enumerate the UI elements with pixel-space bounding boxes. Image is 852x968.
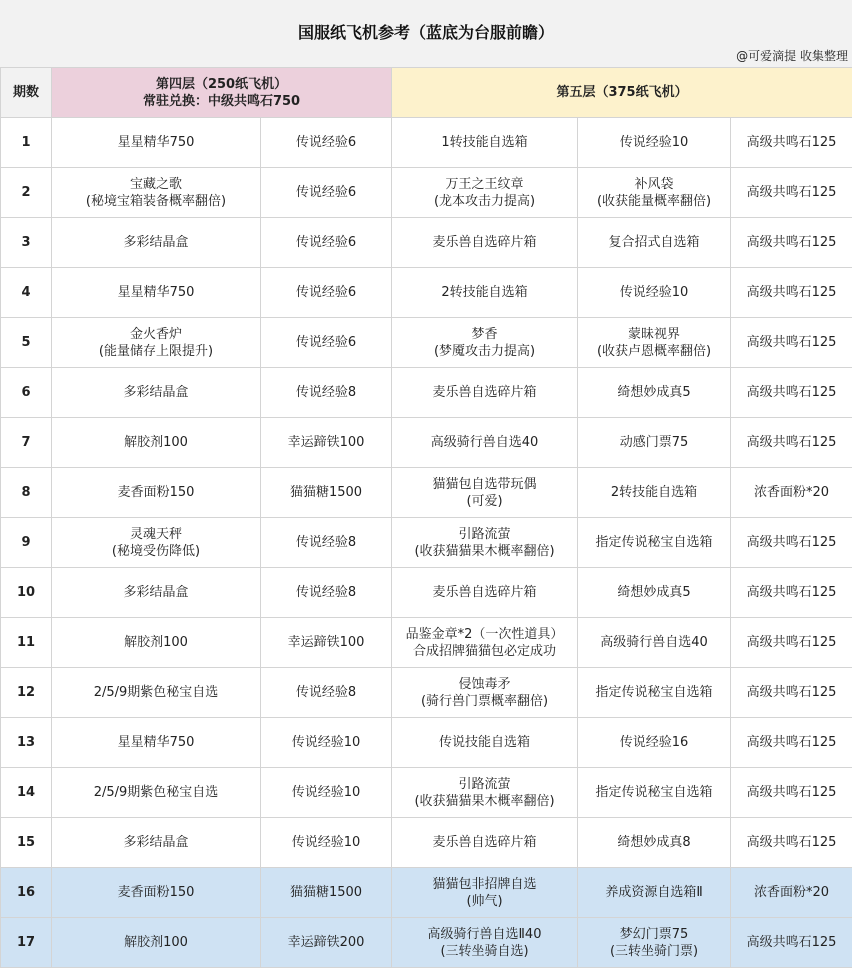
layer4-reward-a-line: (秘境宝箱装备概率翻倍) [85,193,227,209]
table-row [1,818,852,868]
layer4-reward-a [52,818,261,868]
layer4-reward-a-line: 多彩结晶盒 [123,585,189,600]
layer5-reward-c: 高级共鸣石125 [731,418,852,468]
layer5-reward-c: 高级共鸣石125 [731,118,852,168]
layer5-reward-a [392,618,578,668]
layer5-reward-a [392,268,578,318]
layer4-reward-a-line: 星星精华750 [117,735,195,750]
layer5-reward-b-line: (收获卢恩概率翻倍) [596,343,712,359]
layer5-reward-a-line: (收获猫猫果木概率翻倍) [414,543,555,559]
layer4-reward-a-line: 解胶剂100 [124,635,188,650]
layer5-reward-b [578,768,731,818]
layer5-reward-a-line: 引路流萤 [458,526,511,542]
layer5-reward-b [578,368,731,418]
layer4-header-exchange: 常驻兑换：中级共鸣石750 [142,93,301,109]
layer5-reward-b [578,918,731,968]
layer5-reward-a-line: 麦乐兽自选碎片箱 [432,835,537,850]
layer5-reward-a [392,518,578,568]
layer5-reward-b-line: 传说经验10 [619,135,689,150]
layer5-reward-b-line: 梦幻门票75 [619,926,689,942]
layer5-reward-b [578,418,731,468]
layer5-reward-b [578,818,731,868]
layer4-reward-b: 传说经验6 [261,218,392,268]
layer5-reward-a-line: 引路流萤 [458,776,511,792]
period-cell: 8 [1,468,52,518]
layer4-reward-a [52,318,261,368]
layer4-reward-b: 传说经验8 [261,368,392,418]
layer4-reward-b: 传说经验10 [261,768,392,818]
layer5-reward-b-line: 养成资源自选箱Ⅱ [605,885,703,900]
layer4-reward-b: 传说经验8 [261,518,392,568]
layer4-reward-a-line: 星星精华750 [117,285,195,300]
layer5-reward-a-line: (收获猫猫果木概率翻倍) [414,793,555,809]
layer5-reward-c: 高级共鸣石125 [731,518,852,568]
layer4-reward-a [52,518,261,568]
period-cell: 9 [1,518,52,568]
period-column-header: 期数 [1,68,52,118]
layer4-reward-a-line: 多彩结晶盒 [123,235,189,250]
layer4-reward-b: 传说经验6 [261,118,392,168]
layer5-reward-b-line: 绮想妙成真8 [617,835,691,850]
layer5-reward-b [578,218,731,268]
layer5-reward-a-line: 侵蚀毒矛 [458,676,511,692]
layer5-reward-a-line: (梦魇攻击力提高) [433,343,536,359]
layer4-reward-a [52,918,261,968]
layer5-reward-a-line: 1转技能自选箱 [441,135,528,150]
layer5-reward-c: 高级共鸣石125 [731,318,852,368]
layer5-reward-a-line: 万王之王纹章 [445,176,524,192]
layer4-reward-a-line: 解胶剂100 [124,935,188,950]
layer5-header: 第五层（375纸飞机） [392,68,852,118]
layer5-reward-b-line: 绮想妙成真5 [617,585,691,600]
layer5-reward-a [392,418,578,468]
layer5-reward-b [578,718,731,768]
layer4-reward-a-line: 2/5/9期紫色秘宝自选 [93,785,219,800]
layer4-reward-a-line: 解胶剂100 [124,435,188,450]
layer5-reward-b-line: 2转技能自选箱 [610,485,698,500]
layer4-reward-b: 传说经验8 [261,568,392,618]
layer5-reward-c: 高级共鸣石125 [731,818,852,868]
table-row [1,568,852,618]
layer5-reward-b [578,868,731,918]
layer5-reward-b-line: 复合招式自选箱 [608,235,700,250]
layer5-reward-b [578,268,731,318]
layer4-reward-b: 幸运蹄铁200 [261,918,392,968]
layer4-reward-a [52,568,261,618]
layer5-reward-a [392,718,578,768]
layer5-reward-b-line: 蒙昧视界 [628,326,681,342]
period-cell: 7 [1,418,52,468]
layer4-reward-b: 传说经验6 [261,168,392,218]
layer4-reward-a [52,368,261,418]
layer5-reward-b-line: 指定传说秘宝自选箱 [595,535,713,550]
layer4-reward-a-line: (能量储存上限提升) [98,343,214,359]
layer4-reward-a-line: 宝藏之歌 [129,176,182,192]
layer5-reward-a-line: 2转技能自选箱 [441,285,528,300]
layer4-reward-b: 猫猫糖1500 [261,868,392,918]
layer4-reward-b: 幸运蹄铁100 [261,618,392,668]
layer5-reward-a-line: (三转坐骑自选) [440,943,529,959]
layer5-reward-b [578,118,731,168]
layer5-reward-a [392,168,578,218]
layer5-reward-a-line: 猫猫包自选带玩偶 [432,476,537,492]
table-row [1,518,852,568]
table-row [1,868,852,918]
title-block [0,0,852,67]
layer4-reward-a [52,718,261,768]
layer5-reward-c: 高级共鸣石125 [731,618,852,668]
period-cell: 11 [1,618,52,668]
table-row [1,318,852,368]
layer5-reward-b-line: 指定传说秘宝自选箱 [595,685,713,700]
layer5-reward-a-line: 梦香 [471,326,498,342]
layer5-reward-a-line: (龙本攻击力提高) [433,193,536,209]
layer5-reward-b-line: 动感门票75 [619,435,689,450]
table-row [1,218,852,268]
layer4-reward-a [52,618,261,668]
layer5-reward-a [392,368,578,418]
table-row [1,618,852,668]
layer5-reward-a-line: 高级骑行兽自选40 [430,435,539,450]
table-row [1,368,852,418]
layer5-reward-a-line: 猫猫包非招牌自选 [432,876,537,892]
layer5-reward-a [392,918,578,968]
period-cell: 3 [1,218,52,268]
layer5-reward-c: 高级共鸣石125 [731,668,852,718]
layer5-reward-b [578,468,731,518]
table-row [1,418,852,468]
layer5-reward-a [392,118,578,168]
layer5-reward-b [578,668,731,718]
layer5-reward-a-line: (骑行兽门票概率翻倍) [420,693,549,709]
table-row [1,668,852,718]
layer4-reward-b: 传说经验10 [261,818,392,868]
period-cell: 13 [1,718,52,768]
layer5-reward-b-line: 传说经验10 [619,285,689,300]
layer5-reward-c: 高级共鸣石125 [731,218,852,268]
layer5-reward-c: 高级共鸣石125 [731,718,852,768]
layer4-reward-a [52,268,261,318]
layer5-reward-a [392,868,578,918]
layer5-reward-c: 浓香面粉*20 [731,468,852,518]
layer4-reward-a-line: 麦香面粉150 [117,485,195,500]
layer5-reward-b-line: 指定传说秘宝自选箱 [595,785,713,800]
layer4-reward-a-line: 多彩结晶盒 [123,385,189,400]
layer4-reward-a-line: (秘境受伤降低) [111,543,201,559]
period-cell: 12 [1,668,52,718]
period-cell: 16 [1,868,52,918]
table-row [1,718,852,768]
layer5-reward-b [578,318,731,368]
layer5-reward-a-line: 高级骑行兽自选Ⅱ40 [427,926,542,942]
table-row [1,918,852,968]
layer4-reward-a [52,118,261,168]
credit-text: @可爱滴提 收集整理 [736,49,848,63]
layer4-reward-a [52,468,261,518]
layer5-reward-a [392,668,578,718]
layer5-reward-a [392,318,578,368]
layer5-reward-b-line: 传说经验16 [619,735,689,750]
layer5-reward-a [392,568,578,618]
layer5-reward-a-line: (可爱) [466,493,503,509]
layer4-reward-a [52,168,261,218]
layer4-reward-b: 猫猫糖1500 [261,468,392,518]
layer4-reward-b: 传说经验6 [261,268,392,318]
layer4-reward-b: 传说经验10 [261,718,392,768]
table-row [1,768,852,818]
layer5-reward-a-line: 品鉴金章*2（一次性道具） [405,626,564,642]
layer5-reward-b [578,618,731,668]
layer5-reward-b-line: 绮想妙成真5 [617,385,691,400]
layer5-reward-c: 高级共鸣石125 [731,768,852,818]
layer4-header [52,68,392,118]
layer4-reward-a-line: 多彩结晶盒 [123,835,189,850]
layer5-reward-b-line: 高级骑行兽自选40 [600,635,708,650]
table-header-row [1,68,852,118]
layer4-reward-a-line: 灵魂天秤 [129,526,182,542]
layer5-reward-b-line: (收获能量概率翻倍) [596,193,712,209]
period-cell: 2 [1,168,52,218]
layer5-reward-a [392,218,578,268]
table-row [1,168,852,218]
table-row [1,268,852,318]
layer5-reward-a-line: (帅气) [466,893,503,909]
layer4-reward-a [52,418,261,468]
layer4-reward-a-line: 金火香炉 [129,326,182,342]
period-cell: 1 [1,118,52,168]
layer4-reward-b: 幸运蹄铁100 [261,418,392,468]
period-cell: 5 [1,318,52,368]
layer5-reward-c: 高级共鸣石125 [731,168,852,218]
layer5-reward-c: 高级共鸣石125 [731,918,852,968]
layer5-reward-a-line: 传说技能自选箱 [439,735,531,750]
layer5-reward-b [578,168,731,218]
layer5-reward-b-line: 补风袋 [634,176,674,192]
layer5-reward-a [392,768,578,818]
period-cell: 4 [1,268,52,318]
layer5-reward-a-line: 麦乐兽自选碎片箱 [432,585,537,600]
layer4-reward-a [52,868,261,918]
layer4-reward-b: 传说经验8 [261,668,392,718]
layer4-reward-a-line: 2/5/9期紫色秘宝自选 [93,685,219,700]
layer5-reward-c: 高级共鸣石125 [731,568,852,618]
period-cell: 17 [1,918,52,968]
layer5-reward-b-line: (三转坐骑门票) [609,943,699,959]
page-title: 国服纸飞机参考（蓝底为台服前瞻） [297,23,554,42]
layer5-reward-a [392,468,578,518]
layer4-reward-a [52,768,261,818]
layer4-reward-a-line: 星星精华750 [117,135,195,150]
period-cell: 10 [1,568,52,618]
reward-table [0,67,852,968]
layer5-reward-c: 浓香面粉*20 [731,868,852,918]
layer5-reward-c: 高级共鸣石125 [731,268,852,318]
layer4-reward-a [52,668,261,718]
table-row [1,468,852,518]
layer5-reward-c: 高级共鸣石125 [731,368,852,418]
layer5-reward-b [578,518,731,568]
layer4-reward-a-line: 麦香面粉150 [117,885,195,900]
period-cell: 6 [1,368,52,418]
layer4-header-title: 第四层（250纸飞机） [155,76,288,92]
layer4-reward-b: 传说经验6 [261,318,392,368]
layer5-reward-b [578,568,731,618]
period-cell: 15 [1,818,52,868]
table-row [1,118,852,168]
layer5-reward-a-line: 麦乐兽自选碎片箱 [432,235,537,250]
layer5-reward-a-line: 麦乐兽自选碎片箱 [432,385,537,400]
layer5-reward-a [392,818,578,868]
layer4-reward-a [52,218,261,268]
period-cell: 14 [1,768,52,818]
layer5-reward-a-line: 合成招牌猫猫包必定成功 [413,643,557,659]
